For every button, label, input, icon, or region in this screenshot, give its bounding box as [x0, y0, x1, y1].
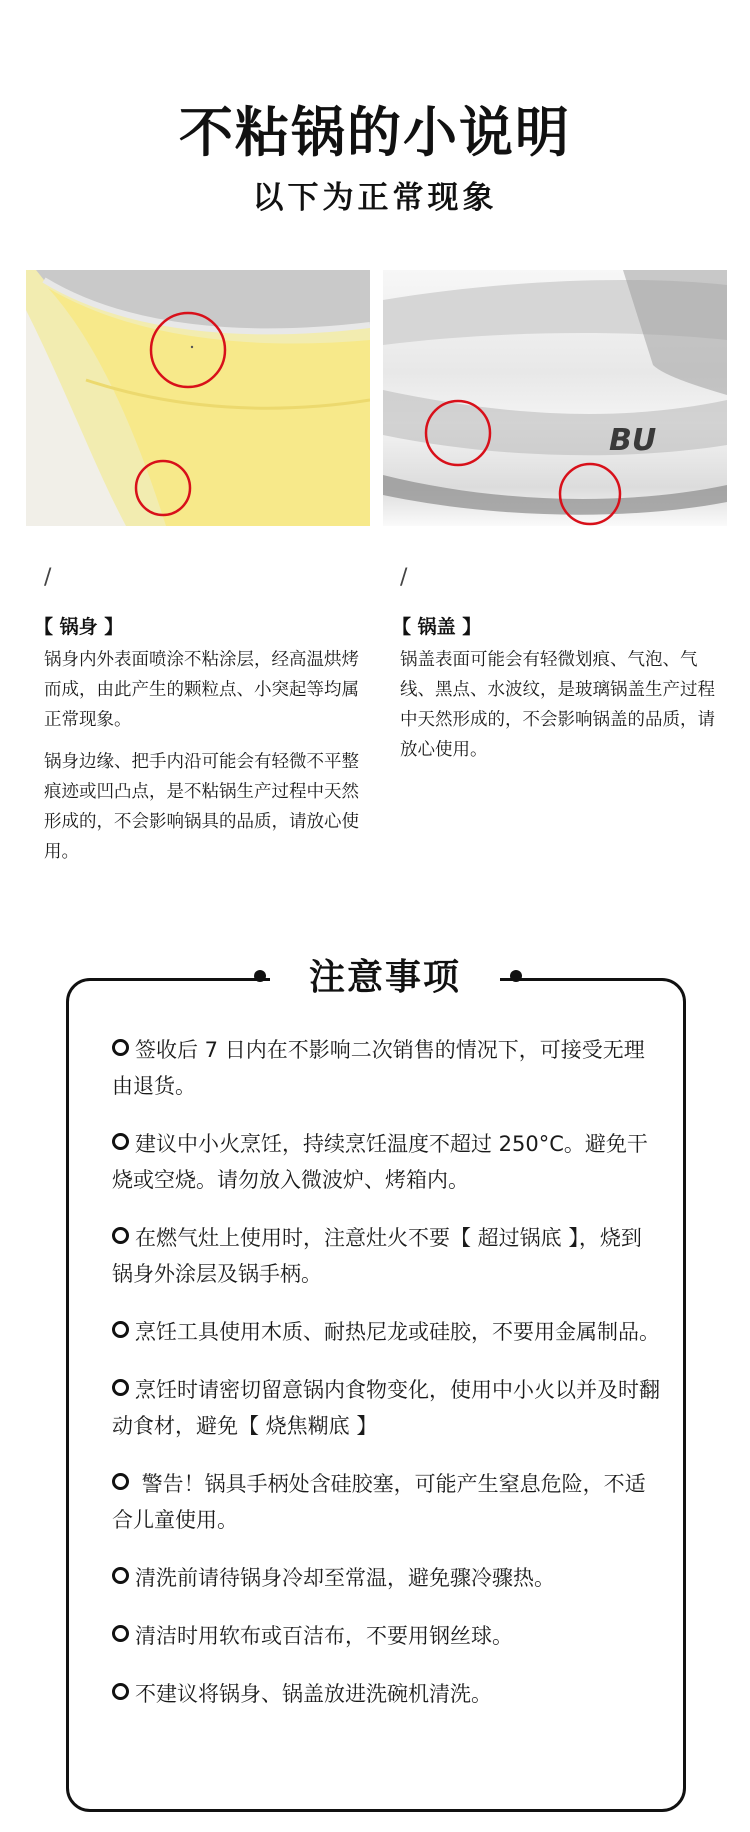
page-subtitle: 以下为正常现象 [252, 180, 498, 216]
bullet-circle-icon [112, 1567, 129, 1584]
lid-paragraph: 锅盖表面可能会有轻微划痕、气泡、气线、黑点、水波纹，是玻璃锅盖生产过程中天然形成的，不会影响锅盖的品质，请放心使用。 [400, 650, 715, 760]
pan-lid-photo [383, 270, 727, 526]
lid-heading: 【 锅盖 】 [392, 616, 482, 638]
list-item: 清洁时用软布或百洁布，不要用钢丝球。 [112, 1618, 660, 1654]
lid-brand-text: BU [609, 423, 657, 458]
bullet-circle-icon [112, 1039, 129, 1056]
divider-slash: / [400, 565, 408, 590]
lid-description [400, 645, 722, 777]
bullet-circle-icon [112, 1473, 129, 1490]
notice-title: 注意事项 [308, 957, 461, 998]
body-description [44, 645, 364, 879]
body-paragraph: 锅身边缘、把手内沿可能会有轻微不平整痕迹或凹凸点，是不粘锅生产过程中天然形成的，不会影响锅具的品质，请放心使用。 [44, 752, 359, 862]
list-item: 在燃气灶上使用时，注意灶火不要【 超过锅底 】，烧到锅身外涂层及锅手柄。 [112, 1226, 642, 1286]
list-item: 清洗前请待锅身冷却至常温，避免骤冷骤热。 [112, 1560, 660, 1596]
list-item: 不建议将锅身、锅盖放进洗碗机清洗。 [112, 1676, 660, 1712]
pan-body-photo [26, 270, 370, 526]
title-dot-left [254, 970, 266, 982]
body-heading: 【 锅身 】 [34, 616, 124, 638]
list-item: 警告！锅具手柄处含硅胶塞，可能产生窒息危险，不适合儿童使用。 [112, 1472, 646, 1532]
bullet-circle-icon [112, 1683, 129, 1700]
divider-slash: / [44, 565, 52, 590]
bullet-circle-icon [112, 1321, 129, 1338]
list-item: 签收后 7 日内在不影响二次销售的情况下，可接受无理由退货。 [112, 1038, 645, 1098]
list-item: 烹饪工具使用木质、耐热尼龙或硅胶，不要用金属制品。 [112, 1314, 660, 1350]
bullet-circle-icon [112, 1227, 129, 1244]
list-item: 烹饪时请密切留意锅内食物变化，使用中小火以并及时翻动食材，避免【 烧焦糊底 】 [112, 1378, 660, 1438]
bullet-circle-icon [112, 1133, 129, 1150]
page-title: 不粘锅的小说明 [179, 101, 571, 164]
title-dot-right [510, 970, 522, 982]
notice-header [270, 954, 500, 1002]
pan-body-illustration [26, 270, 370, 526]
notice-list [112, 1032, 660, 1734]
pan-lid-illustration [383, 270, 727, 526]
body-paragraph: 锅身内外表面喷涂不粘涂层，经高温烘烤而成，由此产生的颗粒点、小突起等均属正常现象。 [44, 650, 359, 730]
bullet-circle-icon [112, 1625, 129, 1642]
bullet-circle-icon [112, 1379, 129, 1396]
highlight-circle [560, 464, 620, 524]
list-item: 建议中小火烹饪，持续烹饪温度不超过 250°C。避免干烧或空烧。请勿放入微波炉、烤箱内。 [112, 1132, 648, 1192]
